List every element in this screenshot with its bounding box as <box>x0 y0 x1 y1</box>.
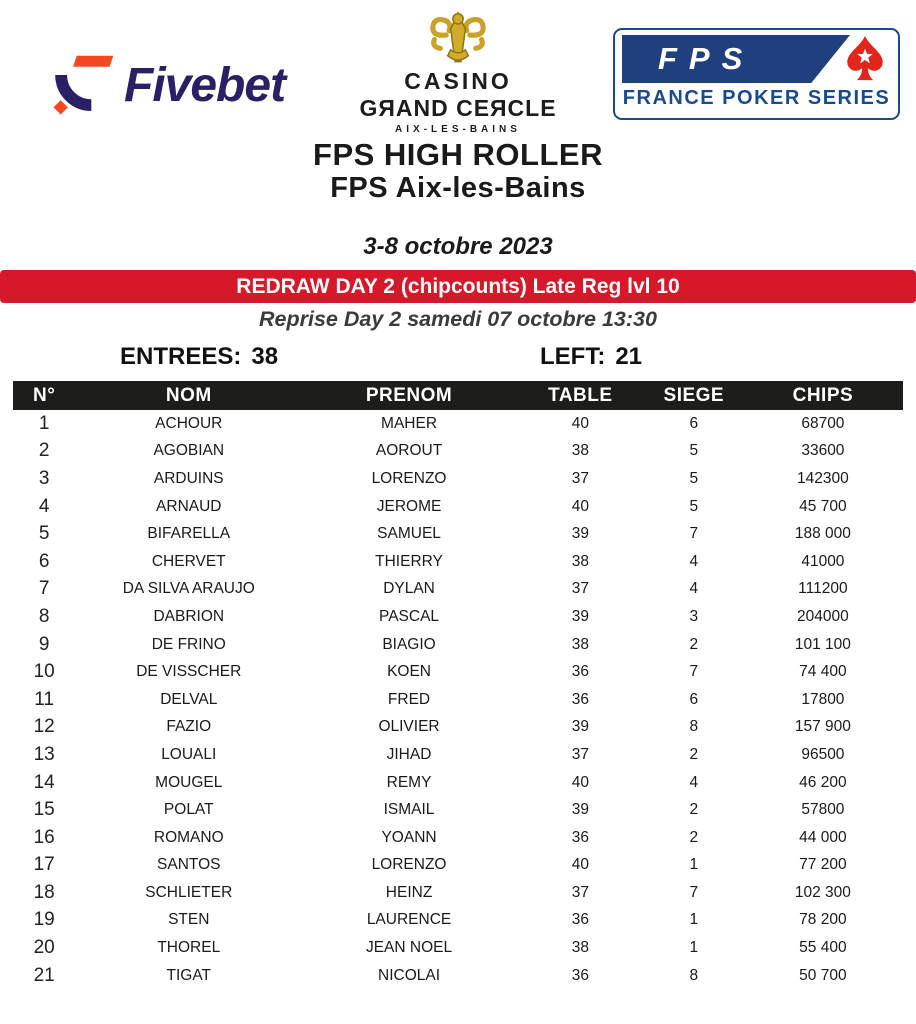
cell-number: 10 <box>33 661 55 683</box>
cell-siege: 6 <box>689 690 699 708</box>
table-row <box>13 879 903 907</box>
column-header-table: TABLE <box>516 381 645 410</box>
cell-nom: FAZIO <box>166 718 212 736</box>
cell-prenom: JIHAD <box>386 745 432 763</box>
cell-table: 40 <box>571 414 589 432</box>
entries-stat <box>120 343 278 371</box>
cell-number: 15 <box>33 799 55 821</box>
cell-table: 37 <box>571 883 589 901</box>
cell-siege: 2 <box>689 745 699 763</box>
cell-table: 37 <box>571 580 589 598</box>
cell-nom: BIFARELLA <box>147 525 231 543</box>
cell-number: 8 <box>38 605 50 627</box>
table-row <box>13 576 903 604</box>
cell-table: 37 <box>571 745 589 763</box>
cell-number: 2 <box>38 440 50 462</box>
cell-chips: 44 000 <box>799 828 847 846</box>
table-row <box>13 934 903 962</box>
cell-nom: LOUALI <box>161 745 217 763</box>
cell-chips: 68700 <box>801 414 845 432</box>
table-header <box>13 381 903 410</box>
cell-chips: 77 200 <box>799 856 847 874</box>
logo-row <box>0 0 916 138</box>
table-row <box>13 907 903 935</box>
cell-prenom: BIAGIO <box>382 635 436 653</box>
cell-table: 40 <box>571 856 589 874</box>
cell-siege: 8 <box>689 966 699 984</box>
cell-nom: DE VISSCHER <box>136 663 242 681</box>
redraw-banner: REDRAW DAY 2 (chipcounts) Late Reg lvl 10 <box>0 270 916 303</box>
table-row <box>13 824 903 852</box>
cell-siege: 4 <box>689 552 699 570</box>
cell-nom: STEN <box>168 911 210 929</box>
cell-prenom: JEROME <box>376 497 442 515</box>
cell-number: 14 <box>33 771 55 793</box>
cell-prenom: LAURENCE <box>366 911 452 929</box>
cell-siege: 7 <box>689 663 699 681</box>
cell-table: 39 <box>571 801 589 819</box>
cell-chips: 78 200 <box>799 911 847 929</box>
table-row <box>13 962 903 990</box>
cell-siege: 6 <box>689 414 699 432</box>
table-row <box>13 410 903 438</box>
cell-nom: ROMANO <box>153 828 224 846</box>
fivebet-icon <box>52 52 116 118</box>
cell-nom: AGOBIAN <box>153 442 225 460</box>
casino-emblem-icon <box>421 10 495 66</box>
cell-chips: 17800 <box>801 690 845 708</box>
event-subtitle: FPS Aix-les-Bains <box>330 172 586 204</box>
event-date: 3-8 octobre 2023 <box>363 233 553 260</box>
cell-number: 3 <box>38 467 50 489</box>
table-row <box>13 686 903 714</box>
cell-prenom: KOEN <box>387 663 431 681</box>
cell-prenom: LORENZO <box>371 856 447 874</box>
fps-acronym: FPS <box>658 41 755 76</box>
cell-nom: CHERVET <box>151 552 226 570</box>
left-label: LEFT: <box>540 343 606 370</box>
cell-prenom: NICOLAI <box>378 966 441 984</box>
cell-table: 39 <box>571 607 589 625</box>
cell-chips: 111200 <box>798 580 848 598</box>
column-header-number: N° <box>13 381 75 410</box>
fivebet-logo <box>52 52 285 118</box>
cell-nom: DA SILVA ARAUJO <box>122 580 255 598</box>
column-header-siege: SIEGE <box>645 381 743 410</box>
cell-nom: ACHOUR <box>155 414 223 432</box>
cell-prenom: FRED <box>387 690 431 708</box>
cell-table: 40 <box>571 497 589 515</box>
table-row <box>13 465 903 493</box>
chipcount-table <box>13 381 903 989</box>
cell-chips: 157 900 <box>794 718 851 736</box>
cell-chips: 101 100 <box>794 635 851 653</box>
cell-chips: 57800 <box>801 801 845 819</box>
left-value: 21 <box>615 343 643 370</box>
cell-nom: SCHLIETER <box>145 883 233 901</box>
cell-table: 40 <box>571 773 589 791</box>
table-row <box>13 769 903 797</box>
cell-prenom: PASCAL <box>379 607 440 625</box>
cell-number: 9 <box>38 633 50 655</box>
cell-siege: 5 <box>689 469 699 487</box>
entries-label: ENTREES: <box>120 343 242 370</box>
cell-siege: 2 <box>689 635 699 653</box>
cell-prenom: THIERRY <box>375 552 443 570</box>
table-row <box>13 658 903 686</box>
table-row <box>13 714 903 742</box>
cell-number: 4 <box>38 495 50 517</box>
table-row <box>13 631 903 659</box>
fivebet-wordmark: Fivebet <box>124 58 286 112</box>
cell-table: 36 <box>571 663 589 681</box>
cell-chips: 33600 <box>801 442 845 460</box>
cell-chips: 45 700 <box>799 497 847 515</box>
table-row <box>13 520 903 548</box>
table-row <box>13 548 903 576</box>
column-header-nom: NOM <box>75 381 302 410</box>
cell-table: 38 <box>571 552 589 570</box>
entries-value: 38 <box>251 343 279 370</box>
cell-siege: 2 <box>689 828 699 846</box>
cell-siege: 1 <box>689 911 699 929</box>
casino-wordmark-line2: GЯAND CEЯCLE <box>359 95 557 121</box>
cell-table: 39 <box>571 525 589 543</box>
column-header-chips: CHIPS <box>743 381 903 410</box>
cell-number: 11 <box>34 688 55 710</box>
cell-table: 36 <box>571 690 589 708</box>
players-table-body <box>13 410 903 989</box>
cell-chips: 102 300 <box>794 883 851 901</box>
cell-number: 17 <box>33 854 55 876</box>
table-row <box>13 741 903 769</box>
cell-siege: 7 <box>689 525 699 543</box>
fps-logo-top <box>622 35 891 83</box>
cell-chips: 96500 <box>801 745 845 763</box>
fps-series-wordmark: FRANCE POKER SERIES <box>622 87 891 109</box>
cell-number: 16 <box>33 826 55 848</box>
fps-logo <box>613 28 900 120</box>
cell-table: 37 <box>571 469 589 487</box>
cell-siege: 3 <box>689 607 699 625</box>
cell-prenom: LORENZO <box>371 469 447 487</box>
cell-siege: 7 <box>689 883 699 901</box>
cell-number: 18 <box>33 881 55 903</box>
cell-number: 13 <box>33 743 55 765</box>
table-row <box>13 796 903 824</box>
table-header-row <box>13 381 903 410</box>
cell-prenom: JEAN NOEL <box>365 939 453 957</box>
cell-number: 20 <box>33 937 55 959</box>
cell-table: 36 <box>571 966 589 984</box>
cell-number: 7 <box>38 578 50 600</box>
cell-number: 1 <box>38 412 50 434</box>
table-row <box>13 438 903 466</box>
cell-number: 21 <box>33 964 55 986</box>
table-row <box>13 852 903 880</box>
cell-table: 38 <box>571 442 589 460</box>
cell-siege: 5 <box>689 442 699 460</box>
table-row <box>13 493 903 521</box>
cell-chips: 204000 <box>797 607 849 625</box>
cell-prenom: HEINZ <box>385 883 433 901</box>
cell-nom: DELVAL <box>160 690 218 708</box>
cell-number: 6 <box>38 550 50 572</box>
cell-nom: ARDUINS <box>153 469 224 487</box>
cell-nom: ARNAUD <box>156 497 222 515</box>
pokerstars-spade-icon <box>841 33 889 85</box>
cell-nom: POLAT <box>163 801 214 819</box>
cell-prenom: MAHER <box>381 414 438 432</box>
cell-nom: MOUGEL <box>155 773 223 791</box>
left-stat <box>540 343 642 371</box>
casino-city-line: AIX-LES-BAINS <box>395 124 521 135</box>
cell-nom: DE FRINO <box>151 635 226 653</box>
cell-prenom: AOROUT <box>375 442 443 460</box>
cell-nom: THOREL <box>157 939 221 957</box>
cell-nom: TIGAT <box>166 966 212 984</box>
cell-prenom: OLIVIER <box>378 718 440 736</box>
cell-prenom: SAMUEL <box>377 525 441 543</box>
cell-siege: 1 <box>689 939 699 957</box>
cell-number: 5 <box>38 523 50 545</box>
cell-prenom: YOANN <box>381 828 437 846</box>
cell-chips: 50 700 <box>799 966 847 984</box>
cell-chips: 74 400 <box>799 663 847 681</box>
casino-wordmark-line1: CASINO <box>404 68 512 94</box>
column-header-prenom: PRENOM <box>302 381 516 410</box>
cell-siege: 5 <box>689 497 699 515</box>
stats-row <box>0 339 916 379</box>
cell-table: 36 <box>571 911 589 929</box>
cell-siege: 4 <box>689 773 699 791</box>
cell-chips: 188 000 <box>794 525 851 543</box>
reprise-line: Reprise Day 2 samedi 07 octobre 13:30 <box>259 307 657 331</box>
cell-siege: 1 <box>689 856 699 874</box>
cell-siege: 4 <box>689 580 699 598</box>
cell-table: 38 <box>571 635 589 653</box>
cell-table: 36 <box>571 828 589 846</box>
cell-chips: 41000 <box>801 552 845 570</box>
event-title: FPS HIGH ROLLER <box>313 137 603 172</box>
cell-number: 12 <box>33 716 55 738</box>
cell-table: 38 <box>571 939 589 957</box>
cell-prenom: ISMAIL <box>383 801 435 819</box>
table-row <box>13 603 903 631</box>
cell-siege: 2 <box>689 801 699 819</box>
cell-chips: 46 200 <box>799 773 847 791</box>
cell-chips: 142300 <box>797 469 849 487</box>
cell-table: 39 <box>571 718 589 736</box>
cell-prenom: DYLAN <box>383 580 435 598</box>
casino-grand-cercle-logo <box>328 10 588 135</box>
cell-number: 19 <box>33 909 55 931</box>
cell-siege: 8 <box>689 718 699 736</box>
cell-prenom: REMY <box>386 773 432 791</box>
cell-nom: DABRION <box>153 607 225 625</box>
cell-nom: SANTOS <box>157 856 221 874</box>
cell-chips: 55 400 <box>799 939 847 957</box>
